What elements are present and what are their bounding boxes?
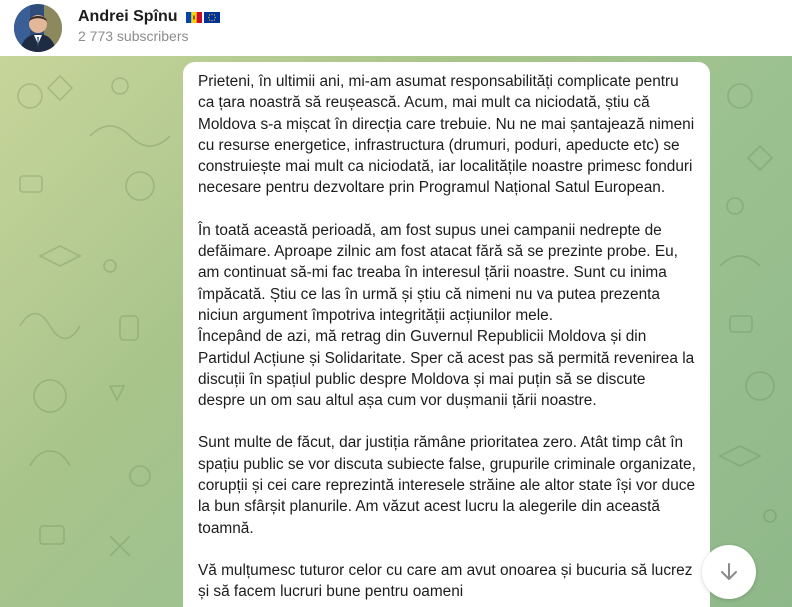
message-paragraph-5: Vă mulțumesc tuturor celor cu care am avut onoarea și bucuria să lucrez și să facem lucruri bune pentru oameni (198, 561, 693, 601)
message-paragraph-3: Începând de azi, mă retrag din Guvernul Republicii Moldova și din Partidul Acțiune și Solidaritate. Sper că acest pas să permită revenirea la discuții în spațiul public despre Moldova și mai puțin să se discute despre un om sau altul așa cum vor dușmanii țării noastre. (198, 328, 695, 410)
chat-background[interactable] (0, 56, 792, 607)
message-paragraph-4: Sunt multe de făcut, dar justiția rămâne prioritatea zero. Atât timp cât în spațiu public se vor discuta subiecte false, grupurile criminale organizate, corupții și cei care reprezintă interesele străine ale altor state își vor duce la bun sfârșit planurile. Am văzut acest lucru la alegerile din această toamnă. (198, 434, 696, 537)
avatar[interactable] (14, 4, 62, 52)
arrow-down-icon (718, 561, 740, 583)
message-bubble[interactable] (183, 62, 710, 607)
scroll-down-button[interactable] (702, 545, 756, 599)
eu-flag-icon (204, 12, 220, 23)
message-paragraph-2: În toată această perioadă, am fost supus unei campanii nedrepte de defăimare. Aproape zilnic am fost atacat fără să se prezinte probe. Eu, am continuat să-mi fac treaba în interesul țării noastre. Sunt cu inima împăcată. Știu ce las în urmă și știu că nimeni nu va putea prezenta niciun argument împotriva integrității acțiunilor mele. (198, 221, 678, 324)
message-paragraph-1: Prieteni, în ultimii ani, mi-am asumat responsabilități complicate pentru ca țara noastră să reușească. Acum, mai mult ca niciodată, știu că Moldova s-a mișcat în direcția care trebuie. Nu ne mai șantajează nimeni cu resurse energetice, infrastructura (drumuri, poduri, apeducte etc) se construiește mai mult ca niciodată, iar localitățile noastre primesc fonduri necesare pentru dezvoltare prin Programul Național Satul European. (198, 73, 695, 197)
channel-name: Andrei Spînu (78, 8, 178, 25)
avatar-image (14, 4, 62, 52)
chat-header (0, 0, 792, 57)
subscriber-count: 2 773 subscribers (78, 28, 189, 44)
flag-group (186, 12, 220, 23)
moldova-flag-icon (186, 12, 202, 23)
channel-title[interactable] (78, 8, 220, 26)
